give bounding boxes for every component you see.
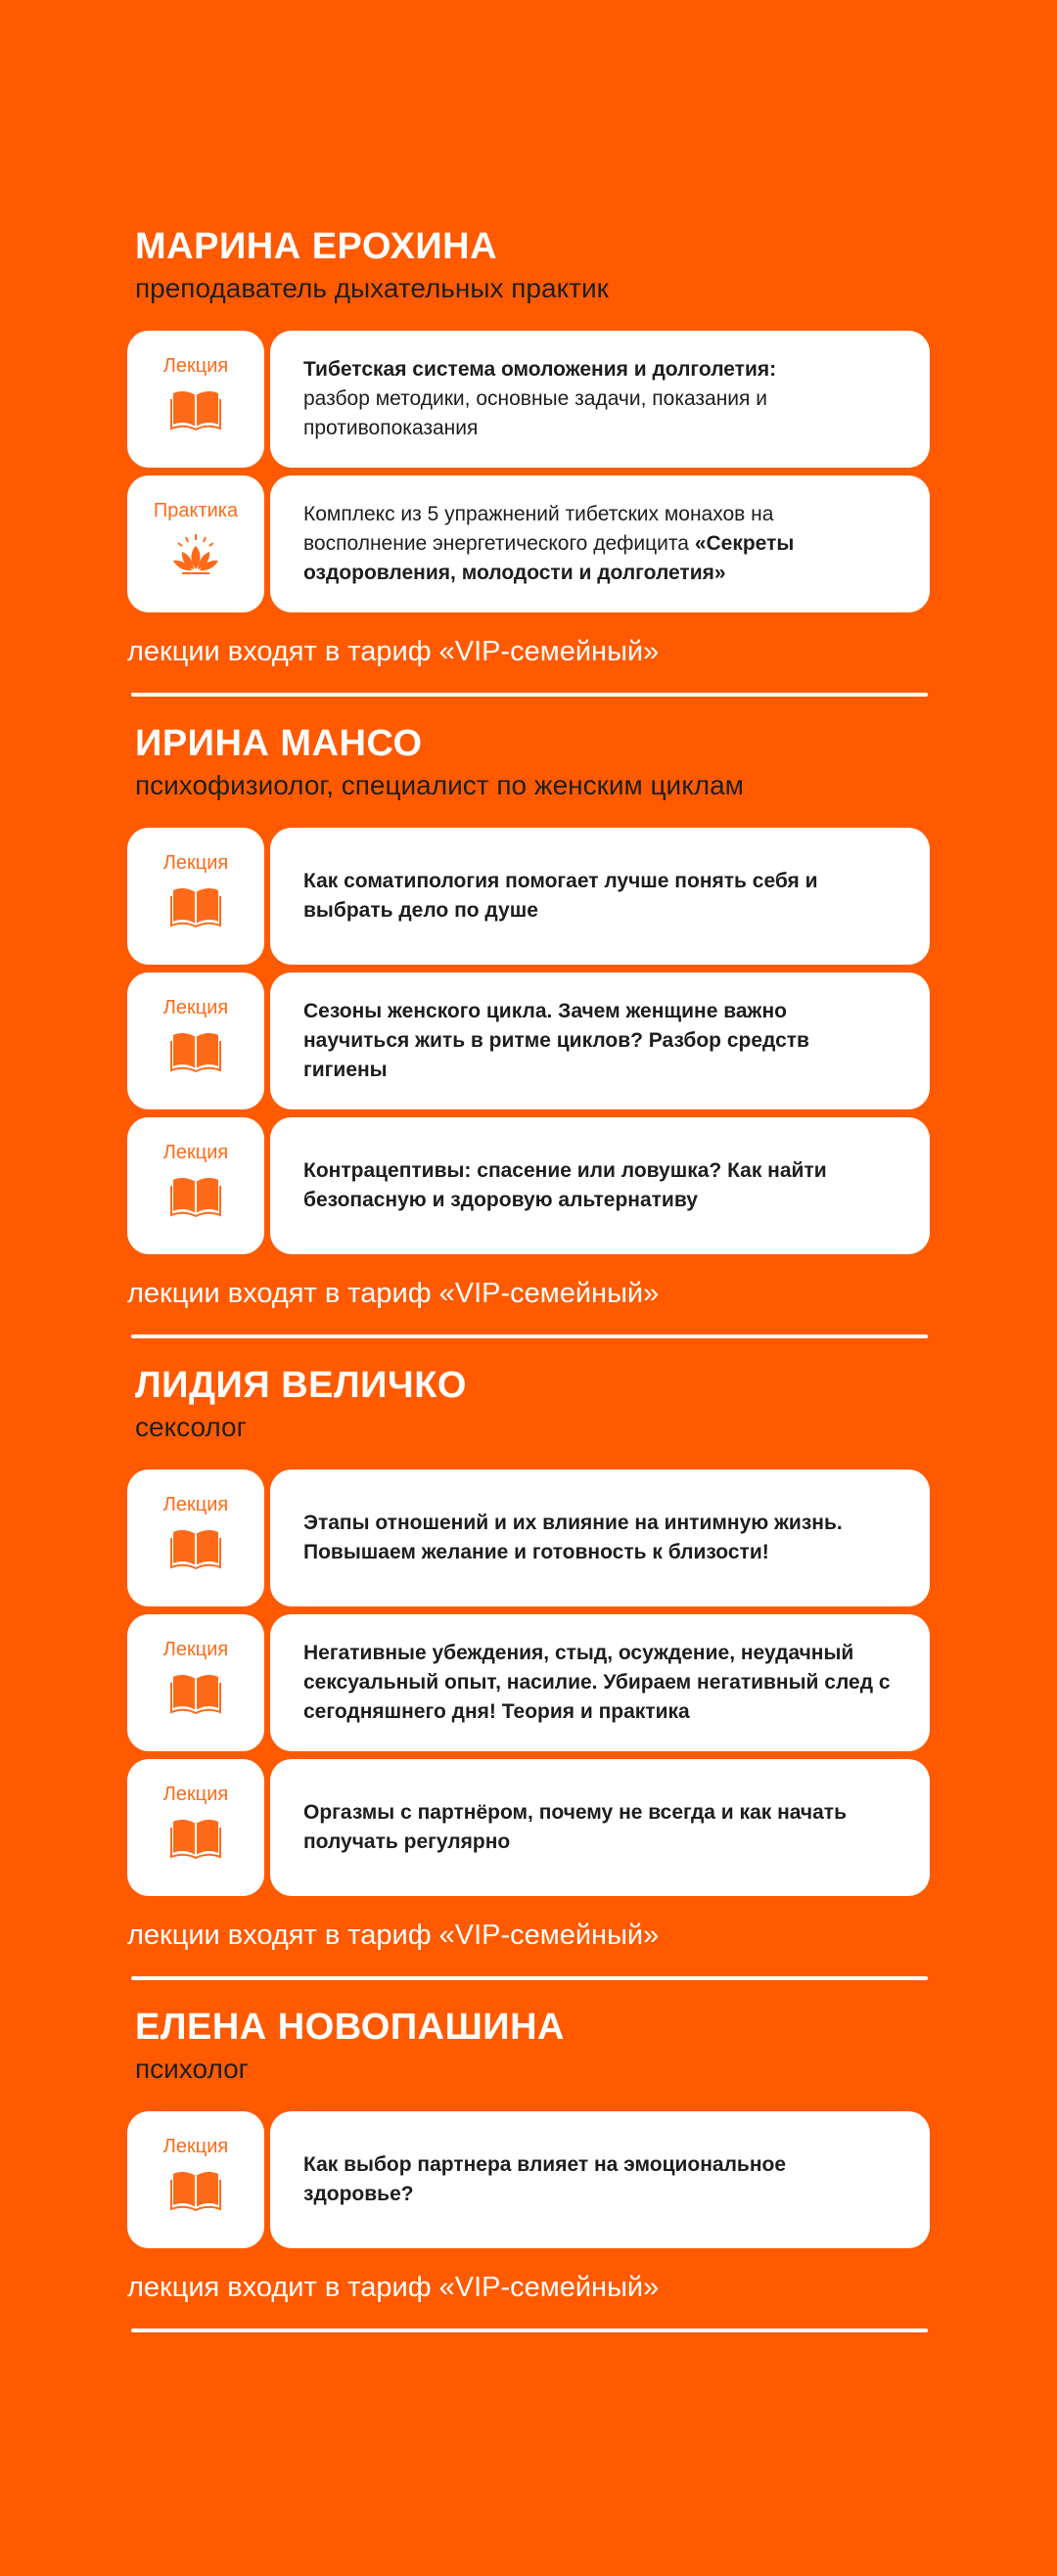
tag-label: Лекция: [162, 1142, 229, 1163]
book-icon: [170, 1671, 221, 1714]
section-divider: [131, 693, 928, 697]
lecture-description: [270, 828, 930, 965]
speaker-section: [127, 1364, 930, 1980]
lecture-tag-card: [127, 1614, 264, 1751]
practice-title: «Секреты оздоровления, молодости и долголетия»: [303, 532, 795, 584]
tariff-note: лекции входят в тариф «VIP-семейный»: [127, 1920, 660, 1951]
lecture-description: [270, 1469, 930, 1606]
lecture-title: Этапы отношений и их влияние на интимную жизнь. Повышаем желание и готовность к близости!: [303, 1512, 843, 1563]
speaker-name: МАРИНА ЕРОХИНА: [135, 226, 498, 267]
practice-description: [270, 475, 930, 612]
practice-tag-card: [127, 475, 264, 612]
tariff-note: лекции входят в тариф «VIP-семейный»: [127, 636, 660, 667]
book-icon: [170, 2168, 221, 2211]
speaker-name: ЛИДИЯ ВЕЛИЧКО: [135, 1365, 467, 1406]
speaker-role: психолог: [135, 2054, 249, 2084]
lecture-title: Тибетская система омоложения и долголетия:: [303, 358, 777, 381]
lecture-description: [270, 331, 930, 468]
lecture-tag-card: [127, 1469, 264, 1606]
lecture-title: Оргазмы с партнёром, почему не всегда и как начать получать регулярно: [303, 1801, 847, 1853]
speaker-role: психофизиолог, специалист по женским циклам: [135, 770, 744, 800]
section-divider: [131, 1976, 928, 1980]
lecture-row: [127, 1614, 930, 1751]
tag-label: Лекция: [162, 2136, 229, 2157]
lecture-description: [270, 1117, 930, 1254]
speaker-section: [127, 2006, 930, 2332]
lecture-tag-card: [127, 1759, 264, 1896]
tariff-note: лекция входит в тариф «VIP-семейный»: [127, 2272, 660, 2303]
lecture-description: [270, 1614, 930, 1751]
speaker-name: ИРИНА МАНСО: [135, 723, 423, 764]
lecture-description: [270, 972, 930, 1109]
lecture-description: [270, 1759, 930, 1896]
lecture-tag-card: [127, 331, 264, 468]
lecture-details: разбор методики, основные задачи, показания и противопоказания: [303, 387, 767, 439]
book-icon: [170, 1029, 221, 1072]
lecture-title: Контрацептивы: спасение или ловушка? Как найти безопасную и здоровую альтернативу: [303, 1159, 827, 1211]
lecture-title: Сезоны женского цикла. Зачем женщине важно научиться жить в ритме циклов? Разбор средств гигиены: [303, 1000, 809, 1081]
practice-details: Комплекс из 5 упражнений тибетских монахов на восполнение энергетического дефицита: [303, 503, 774, 555]
lecture-title: Как соматипология помогает лучше понять себя и выбрать дело по душе: [303, 870, 818, 922]
lecture-description: [270, 2111, 930, 2248]
tag-label: Лекция: [162, 852, 229, 874]
lecture-row: [127, 1117, 930, 1254]
lecture-tag-card: [127, 2111, 264, 2248]
tag-label: Лекция: [162, 355, 229, 377]
lecture-title: Негативные убеждения, стыд, осуждение, неудачный сексуальный опыт, насилие. Убираем негативный след с сегодняшнего дня! Теория и практика: [303, 1642, 891, 1723]
section-divider: [131, 1334, 928, 1338]
lotus-icon: [170, 532, 221, 575]
lecture-title: Как выбор партнера влияет на эмоциональное здоровье?: [303, 2153, 787, 2205]
lecture-tag-card: [127, 828, 264, 965]
book-icon: [170, 1816, 221, 1859]
book-icon: [170, 884, 221, 927]
book-icon: [170, 1526, 221, 1569]
speaker-section: [127, 722, 930, 1338]
tag-label: Практика: [153, 500, 239, 521]
lecture-tag-card: [127, 1117, 264, 1254]
lecture-row: [127, 2111, 930, 2248]
lecture-row: [127, 972, 930, 1109]
speaker-section: [127, 225, 930, 697]
speaker-name: ЕЛЕНА НОВОПАШИНА: [135, 2007, 565, 2048]
lecture-tag-card: [127, 972, 264, 1109]
lecture-row: [127, 475, 930, 612]
lecture-row: [127, 1759, 930, 1896]
lecture-row: [127, 1469, 930, 1606]
lecture-row: [127, 331, 930, 468]
speaker-role: сексолог: [135, 1412, 247, 1442]
tag-label: Лекция: [162, 1494, 229, 1515]
book-icon: [170, 387, 221, 430]
speakers-list: [127, 225, 930, 2358]
lecture-row: [127, 828, 930, 965]
tag-label: Лекция: [162, 1784, 229, 1805]
book-icon: [170, 1174, 221, 1217]
section-divider: [131, 2328, 928, 2332]
speaker-role: преподаватель дыхательных практик: [135, 273, 609, 303]
tariff-note: лекции входят в тариф «VIP-семейный»: [127, 1278, 660, 1309]
tag-label: Лекция: [162, 1639, 229, 1660]
tag-label: Лекция: [162, 997, 229, 1018]
